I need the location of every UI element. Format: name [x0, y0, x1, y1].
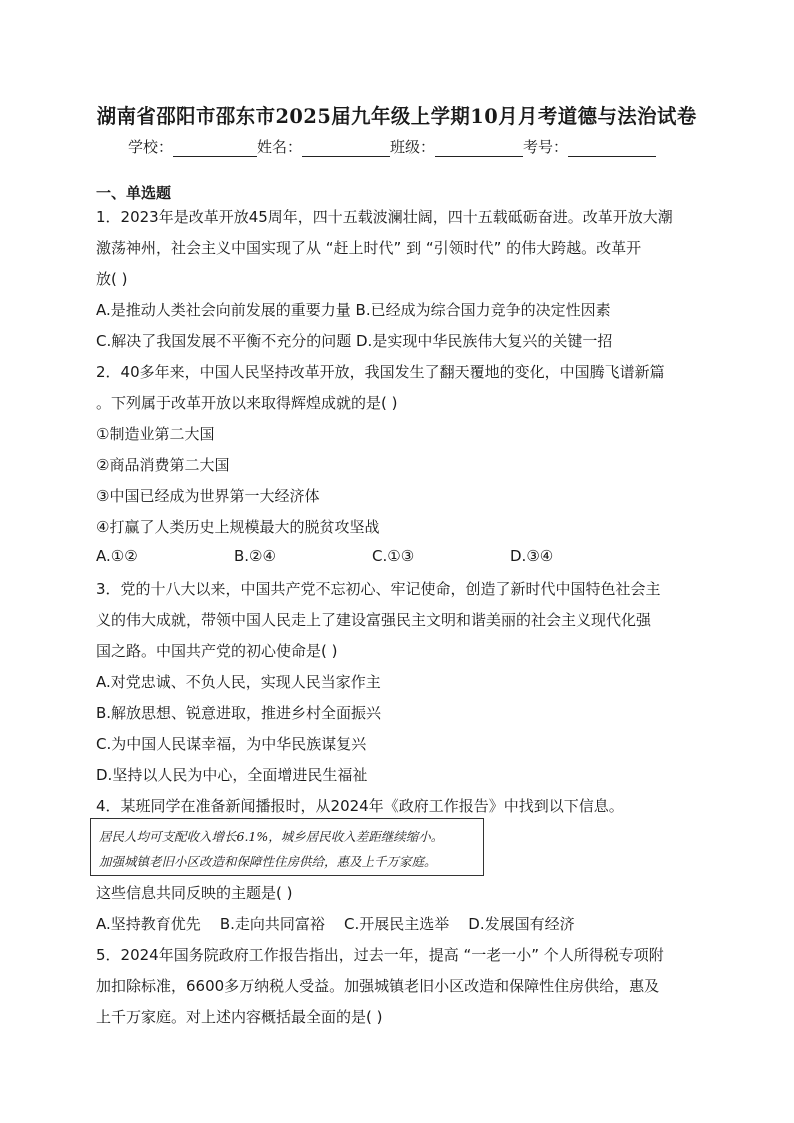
q5-line-1: 5．2024年国务院政府工作报告指出，过去一年，提高 “一老一小” 个人所得税专项附: [96, 946, 664, 964]
class-blank: [435, 140, 523, 157]
q4-line-1: 4．某班同学在准备新闻播报时，从2024年《政府工作报告》中找到以下信息。: [96, 797, 624, 815]
q1-options-ab: A.是推动人类社会向前发展的重要力量 B.已经成为综合国力竞争的决定性因素: [96, 301, 611, 319]
q2-option-c: C.①③: [372, 547, 415, 565]
name-blank: [302, 140, 390, 157]
q2-line-2: 。下列属于改革开放以来取得辉煌成就的是( ): [96, 394, 398, 412]
q2-option-d: D.③④: [510, 547, 554, 565]
q4-quote-box: [90, 818, 484, 876]
q2-item-2: ②商品消费第二大国: [96, 456, 230, 474]
q3-option-d: D.坚持以人民为中心，全面增进民生福祉: [96, 766, 368, 784]
q4-line-2: 这些信息共同反映的主题是( ): [96, 884, 293, 902]
q5-line-3: 上千万家庭。对上述内容概括最全面的是( ): [96, 1008, 383, 1026]
q1-line-3: 放( ): [96, 270, 128, 288]
q2-item-4: ④打赢了人类历史上规模最大的脱贫攻坚战: [96, 518, 380, 536]
q2-item-3: ③中国已经成为世界第一大经济体: [96, 487, 320, 505]
q1-line-1: 1．2023年是改革开放45周年，四十五载波澜壮阔，四十五载砥砺奋进。改革开放大潮: [96, 208, 673, 226]
student-info-row: [128, 136, 656, 157]
q3-line-3: 国之路。中国共产党的初心使命是( ): [96, 642, 338, 660]
q3-line-1: 3．党的十八大以来，中国共产党不忘初心、牢记使命，创造了新时代中国特色社会主: [96, 580, 661, 598]
q1-line-2: 激荡神州，社会主义中国实现了从 “赶上时代” 到 “引领时代” 的伟大跨越。改革开: [96, 239, 642, 257]
q4-options: A.坚持教育优先 B.走向共同富裕 C.开展民主选举 D.发展国有经济: [96, 915, 575, 933]
q2-option-b: B.②④: [234, 547, 276, 565]
exam-title: 湖南省邵阳市邵东市2025届九年级上学期10月月考道德与法治试卷: [97, 104, 697, 128]
number-label: 考号：: [523, 138, 569, 156]
q3-option-b: B.解放思想、锐意进取，推进乡村全面振兴: [96, 704, 382, 722]
class-label: 班级：: [390, 138, 436, 156]
q4-quote-line-1: 居民人均可支配收入增长6.1%，城乡居民收入差距继续缩小。: [99, 829, 444, 844]
q2-option-a: A.①②: [96, 547, 138, 565]
q3-option-c: C.为中国人民谋幸福，为中华民族谋复兴: [96, 735, 367, 753]
q3-option-a: A.对党忠诚、不负人民，实现人民当家作主: [96, 673, 381, 691]
number-blank: [568, 140, 656, 157]
q5-line-2: 加扣除标准，6600多万纳税人受益。加强城镇老旧小区改造和保障性住房供给，惠及: [96, 977, 660, 995]
q1-options-cd: C.解决了我国发展不平衡不充分的问题 D.是实现中华民族伟大复兴的关键一招: [96, 332, 613, 350]
q4-quote-line-2: 加强城镇老旧小区改造和保障性住房供给，惠及上千万家庭。: [99, 854, 437, 869]
q2-line-1: 2．40多年来，中国人民坚持改革开放，我国发生了翻天覆地的变化，中国腾飞谱新篇: [96, 363, 665, 381]
section-heading: 一、单选题: [96, 184, 172, 202]
q3-line-2: 义的伟大成就，带领中国人民走上了建设富强民主文明和谐美丽的社会主义现代化强: [96, 611, 652, 629]
name-label: 姓名：: [257, 138, 303, 156]
school-blank: [173, 140, 257, 157]
school-label: 学校：: [128, 138, 174, 156]
q2-item-1: ①制造业第二大国: [96, 425, 215, 443]
